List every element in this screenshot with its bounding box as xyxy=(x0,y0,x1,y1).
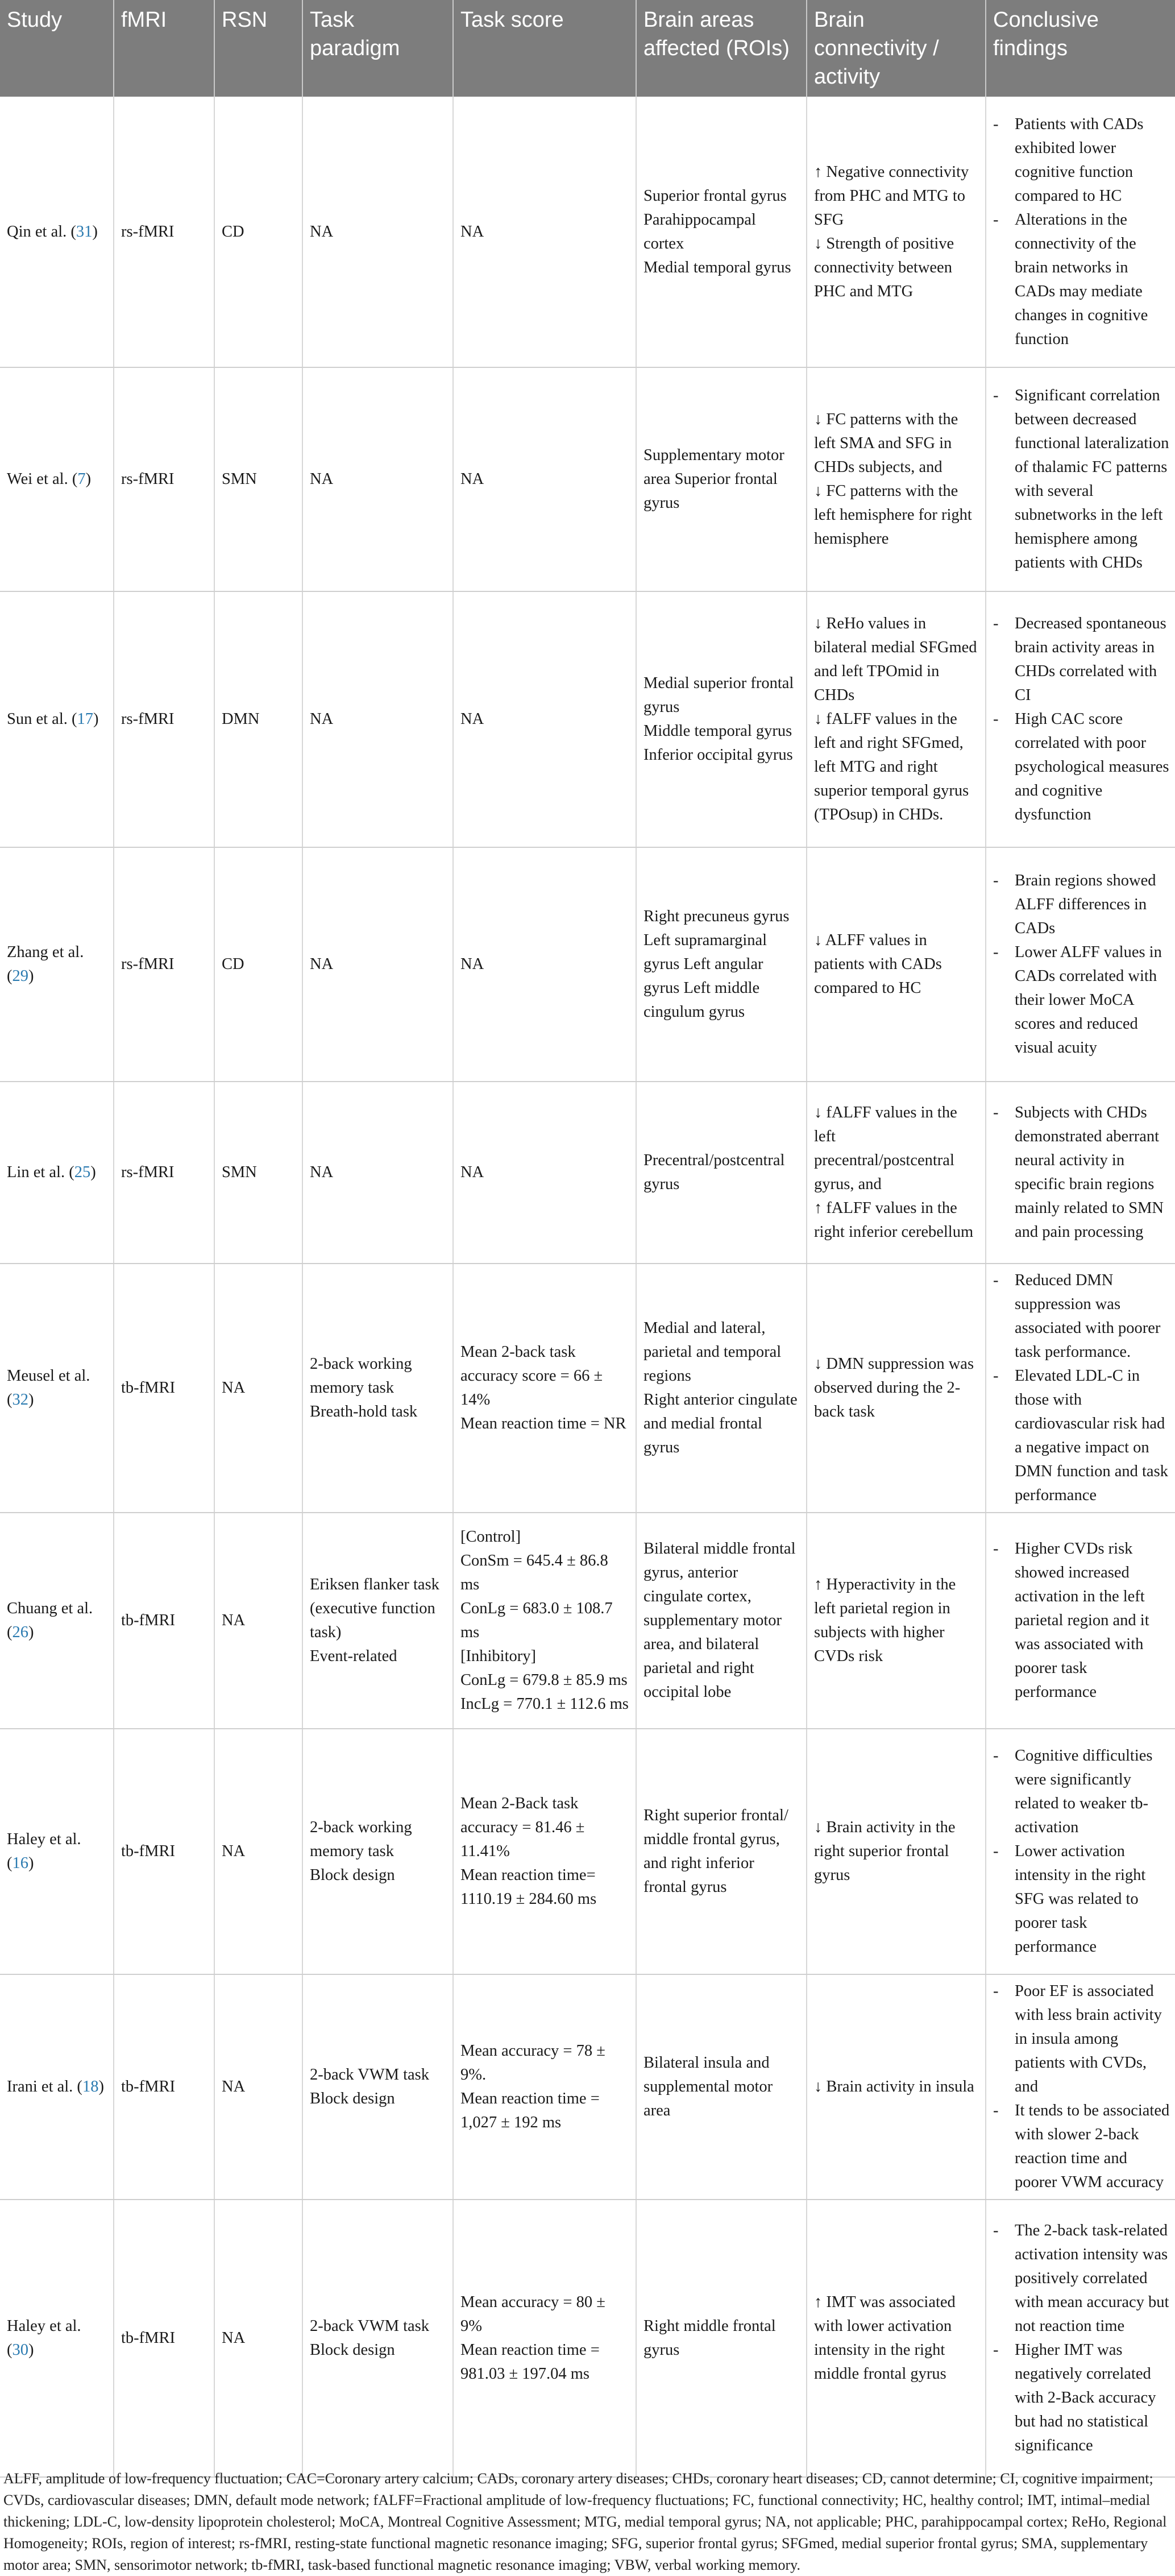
citation-close: ) xyxy=(28,1624,34,1641)
study-name: Haley et al. ( xyxy=(7,1830,81,1872)
citation-link[interactable]: 29 xyxy=(12,967,28,985)
citation-link[interactable]: 32 xyxy=(12,1391,28,1409)
cell-findings xyxy=(986,97,1175,367)
cell-study xyxy=(0,367,114,591)
table-body xyxy=(0,97,1175,2477)
cell-fmri: rs-fMRI xyxy=(114,97,214,367)
cell-connectivity xyxy=(807,1513,986,1729)
cell-fmri: tb-fMRI xyxy=(114,1974,214,2200)
cell-task-paradigm xyxy=(302,367,453,591)
finding-item: - Decreased spontaneous brain activity areas in CHDs correlated with CI xyxy=(992,612,1170,707)
findings-list xyxy=(992,869,1170,1060)
cell-line: Mean reaction time = 1,027 ± 192 ms xyxy=(460,2090,600,2131)
table-row xyxy=(0,847,1175,1082)
cell-fmri: rs-fMRI xyxy=(114,1082,214,1264)
cell-findings xyxy=(986,1513,1175,1729)
cell-line: 2-back working memory task xyxy=(310,1819,412,1860)
cell-findings xyxy=(986,847,1175,1082)
column-header-task-paradigm: Task paradigm xyxy=(302,0,453,97)
table-row xyxy=(0,1729,1175,1974)
cell-task-score xyxy=(453,1264,636,1513)
cell-line: Middle temporal gyrus xyxy=(643,722,792,740)
finding-item: - High CAC score correlated with poor psychological measures and cognitive dysfunction xyxy=(992,707,1170,827)
study-name: Zhang et al. ( xyxy=(7,943,84,985)
finding-item: - Alterations in the connectivity of the brain networks in CADs may mediate changes in cognitive function xyxy=(992,208,1170,351)
citation-link[interactable]: 16 xyxy=(12,1854,28,1872)
cell-line: ↓ Strength of positive connectivity between PHC and MTG xyxy=(814,234,954,300)
cell-line: Right anterior cingulate and medial frontal gyrus xyxy=(643,1391,798,1456)
finding-item: - Significant correlation between decreased functional lateralization of thalamic FC patterns with several subnetworks in the left hemisphere among patients with CHDs xyxy=(992,384,1170,575)
citation-close: ) xyxy=(98,2078,104,2095)
cell-line: ConSm = 645.4 ± 86.8 ms xyxy=(460,1552,608,1593)
column-header-rsn: RSN xyxy=(214,0,302,97)
findings-list xyxy=(992,1979,1170,2194)
cell-fmri: rs-fMRI xyxy=(114,367,214,591)
cell-brain-areas xyxy=(636,1264,807,1513)
cell-study xyxy=(0,1974,114,2200)
cell-line: Block design xyxy=(310,2090,395,2107)
cell-line: ↓ fALFF values in the left and right SFGmed, left MTG and right superior temporal gyrus (TPOsup) in CHDs. xyxy=(814,710,969,823)
cell-task-paradigm xyxy=(302,1082,453,1264)
cell-line: Right superior frontal/ middle frontal gyrus, and right inferior frontal gyrus xyxy=(643,1807,788,1896)
findings-list xyxy=(992,612,1170,827)
cell-task-score xyxy=(453,1082,636,1264)
cell-task-score xyxy=(453,97,636,367)
cell-task-paradigm xyxy=(302,1264,453,1513)
cell-study xyxy=(0,1264,114,1513)
cell-line: Right precuneus gyrus Left supramarginal gyrus Left angular gyrus Left middle cingulum gyrus xyxy=(643,908,790,1021)
citation-link[interactable]: 25 xyxy=(74,1163,91,1181)
cell-brain-areas xyxy=(636,1729,807,1974)
cell-line: Medial temporal gyrus xyxy=(643,258,791,276)
cell-line: NA xyxy=(460,1163,484,1181)
table-row xyxy=(0,591,1175,847)
cell-rsn: DMN xyxy=(214,591,302,847)
cell-line: ↓ FC patterns with the left SMA and SFG in CHDs subjects, and xyxy=(814,411,958,476)
study-name: Irani et al. ( xyxy=(7,2078,82,2095)
cell-line: ↓ DMN suppression was observed during the 2-back task xyxy=(814,1355,974,1420)
finding-item: - Reduced DMN suppression was associated with poorer task performance. xyxy=(992,1269,1170,1364)
cell-line: 2-back working memory task xyxy=(310,1355,412,1397)
column-header-connectivity: Brain connectivity / activity xyxy=(807,0,986,97)
column-header-findings: Conclusive findings xyxy=(986,0,1175,97)
cell-study xyxy=(0,847,114,1082)
cell-line: Block design xyxy=(310,1866,395,1884)
cell-connectivity xyxy=(807,847,986,1082)
cell-study xyxy=(0,1082,114,1264)
citation-link[interactable]: 26 xyxy=(12,1624,28,1641)
findings-list xyxy=(992,1269,1170,1508)
cell-line: Mean 2-back task accuracy score = 66 ± 14% xyxy=(460,1343,603,1409)
cell-task-score xyxy=(453,1513,636,1729)
cell-line: ↓ FC patterns with the left hemisphere for right hemisphere xyxy=(814,482,972,548)
cell-task-score xyxy=(453,1974,636,2200)
cell-findings xyxy=(986,1082,1175,1264)
citation-close: ) xyxy=(28,1854,34,1872)
finding-item: - Cognitive difficulties were significantly related to weaker tb-activation xyxy=(992,1744,1170,1840)
cell-line: NA xyxy=(310,710,334,728)
table-footnote: ALFF, amplitude of low-frequency fluctuation; CAC=Coronary artery calcium; CADs, coronary artery diseases; CHDs, coronary heart diseases; CD, cannot determine; CI, cognitive impairment; CVDs, cardiovascular diseases; DMN, default mode network; fALFF=Fractional amplitude of low-frequency fluctuations; FC, functional connectivity; HC, healthy control; IMT, intimal–medial thickening; LDL-C, low-density lipoprotein cholesterol; MoCA, Montreal Cognitive Assessment; MTG, medial temporal gyrus; NA, not applicable; PHC, parahippocampal cortex; ReHo, Regional Homogeneity; ROIs, region of interest; rs-fMRI, resting-state functional magnetic resonance imaging; SFG, superior frontal gyrus; SFGmed, medial superior frontal gyrus; SMA, supplementary motor area; SMN, sensorimotor network; tb-fMRI, task-based functional magnetic resonance imaging; VBW, verbal working memory. xyxy=(3,2470,1167,2573)
table-row xyxy=(0,97,1175,367)
cell-line: ↓ ReHo values in bilateral medial SFGmed and left TPOmid in CHDs xyxy=(814,615,977,704)
table-row xyxy=(0,1513,1175,1729)
cell-line: Precentral/postcentral gyrus xyxy=(643,1152,785,1193)
cell-brain-areas xyxy=(636,2200,807,2477)
cell-task-paradigm xyxy=(302,1729,453,1974)
table-row xyxy=(0,2200,1175,2477)
cell-line: ↓ fALFF values in the left precentral/postcentral gyrus, and xyxy=(814,1104,957,1193)
study-name: Haley et al. ( xyxy=(7,2317,81,2359)
cell-study xyxy=(0,97,114,367)
cell-line: ConLg = 683.0 ± 108.7 ms xyxy=(460,1600,613,1641)
cell-line: Block design xyxy=(310,2341,395,2359)
cell-fmri: tb-fMRI xyxy=(114,1264,214,1513)
cell-line: NA xyxy=(310,1163,334,1181)
cell-line: ↓ Brain activity in the right superior frontal gyrus xyxy=(814,1819,956,1884)
cell-findings xyxy=(986,367,1175,591)
cell-line: Medial superior frontal gyrus xyxy=(643,674,794,716)
cell-brain-areas xyxy=(636,847,807,1082)
finding-item: - Lower ALFF values in CADs correlated with their lower MoCA scores and reduced visual acuity xyxy=(992,941,1170,1060)
cell-line: Mean reaction time = 981.03 ± 197.04 ms xyxy=(460,2341,600,2383)
cell-line: NA xyxy=(310,222,334,241)
cell-study xyxy=(0,1513,114,1729)
cell-findings xyxy=(986,591,1175,847)
citation-close: ) xyxy=(93,710,99,728)
finding-item: - Brain regions showed ALFF differences in CADs xyxy=(992,869,1170,941)
findings-list xyxy=(992,2219,1170,2458)
cell-line: Parahippocampal cortex xyxy=(643,210,756,252)
cell-task-score xyxy=(453,847,636,1082)
cell-fmri: tb-fMRI xyxy=(114,1729,214,1974)
citation-close: ) xyxy=(92,222,98,241)
cell-brain-areas xyxy=(636,1974,807,2200)
citation-close: ) xyxy=(28,2341,34,2359)
table-row xyxy=(0,1974,1175,2200)
cell-line: ConLg = 679.8 ± 85.9 ms xyxy=(460,1671,628,1689)
cell-line: ↓ Brain activity in insula xyxy=(814,2078,974,2095)
cell-task-paradigm xyxy=(302,1513,453,1729)
table-row xyxy=(0,1264,1175,1513)
cell-study xyxy=(0,591,114,847)
column-header-brain-areas: Brain areas affected (ROIs) xyxy=(636,0,807,97)
cell-task-score xyxy=(453,1729,636,1974)
cell-task-score xyxy=(453,2200,636,2477)
table-row xyxy=(0,1082,1175,1264)
cell-line: NA xyxy=(460,470,484,488)
cell-task-paradigm xyxy=(302,2200,453,2477)
findings-list xyxy=(992,113,1170,351)
cell-line: NA xyxy=(460,955,484,973)
cell-connectivity xyxy=(807,1082,986,1264)
cell-rsn: CD xyxy=(214,847,302,1082)
cell-fmri: rs-fMRI xyxy=(114,591,214,847)
cell-fmri: tb-fMRI xyxy=(114,1513,214,1729)
citation-link[interactable]: 18 xyxy=(82,2078,99,2095)
column-header-fmri: fMRI xyxy=(114,0,214,97)
cell-task-paradigm xyxy=(302,97,453,367)
cell-connectivity xyxy=(807,97,986,367)
cell-findings xyxy=(986,1974,1175,2200)
cell-line: Mean accuracy = 78 ± 9%. xyxy=(460,2042,605,2084)
cell-connectivity xyxy=(807,1264,986,1513)
cell-line: Medial and lateral, parietal and temporal regions xyxy=(643,1319,782,1385)
study-name: Sun et al. ( xyxy=(7,710,77,728)
citation-link[interactable]: 30 xyxy=(12,2341,28,2359)
cell-study xyxy=(0,2200,114,2477)
cell-connectivity xyxy=(807,367,986,591)
citation-link[interactable]: 31 xyxy=(76,222,93,241)
finding-item: - It tends to be associated with slower 2-back reaction time and poorer VWM accuracy xyxy=(992,2099,1170,2194)
citation-link[interactable]: 7 xyxy=(77,470,86,488)
cell-line: Inferior occipital gyrus xyxy=(643,746,793,764)
column-header-study: Study xyxy=(0,0,114,97)
cell-rsn: CD xyxy=(214,97,302,367)
cell-connectivity xyxy=(807,2200,986,2477)
cell-connectivity xyxy=(807,591,986,847)
cell-line: NA xyxy=(310,955,334,973)
cell-rsn: NA xyxy=(214,1974,302,2200)
cell-line: ↓ ALFF values in patients with CADs compared to HC xyxy=(814,931,942,997)
cell-line: NA xyxy=(310,470,334,488)
finding-item: - Higher CVDs risk showed increased activation in the left parietal region and it was associated with poorer task performance xyxy=(992,1537,1170,1704)
citation-close: ) xyxy=(28,1391,34,1409)
cell-brain-areas xyxy=(636,367,807,591)
cell-line: Supplementary motor area Superior frontal gyrus xyxy=(643,446,784,512)
cell-brain-areas xyxy=(636,1513,807,1729)
citation-link[interactable]: 17 xyxy=(77,710,93,728)
cell-line: ↑ Negative connectivity from PHC and MTG to SFG xyxy=(814,163,969,229)
study-name: Qin et al. ( xyxy=(7,222,76,241)
cell-line: IncLg = 770.1 ± 112.6 ms xyxy=(460,1695,629,1713)
cell-line: Mean accuracy = 80 ± 9% xyxy=(460,2293,605,2335)
cell-line: NA xyxy=(460,222,484,241)
cell-task-score xyxy=(453,367,636,591)
cell-line: Event-related xyxy=(310,1647,397,1665)
cell-study xyxy=(0,1729,114,1974)
cell-task-paradigm xyxy=(302,591,453,847)
cell-fmri: tb-fMRI xyxy=(114,2200,214,2477)
cell-task-paradigm xyxy=(302,1974,453,2200)
cell-line: Bilateral insula and supplemental motor area xyxy=(643,2054,773,2119)
cell-task-paradigm xyxy=(302,847,453,1082)
finding-item: - Poor EF is associated with less brain activity in insula among patients with CVDs, and xyxy=(992,1979,1170,2099)
cell-rsn: NA xyxy=(214,1264,302,1513)
cell-task-score xyxy=(453,591,636,847)
citation-close: ) xyxy=(85,470,92,488)
cell-line: Superior frontal gyrus xyxy=(643,187,787,205)
cell-fmri: rs-fMRI xyxy=(114,847,214,1082)
citation-close: ) xyxy=(28,967,34,985)
cell-line: 2-back VWM task xyxy=(310,2066,430,2084)
cell-brain-areas xyxy=(636,1082,807,1264)
cell-line: Mean reaction time = NR xyxy=(460,1415,626,1432)
cell-rsn: NA xyxy=(214,2200,302,2477)
citation-close: ) xyxy=(90,1163,96,1181)
study-name: Meusel et al. ( xyxy=(7,1367,90,1409)
cell-line: Bilateral middle frontal gyrus, anterior cingulate cortex, supplementary motor area, and bilateral parietal and right occipital lobe xyxy=(643,1540,796,1701)
column-header-task-score: Task score xyxy=(453,0,636,97)
cell-line: [Control] xyxy=(460,1528,521,1546)
cell-line: ↑ IMT was associated with lower activation intensity in the right middle frontal gyrus xyxy=(814,2293,956,2383)
findings-list xyxy=(992,384,1170,575)
cell-line: Breath-hold task xyxy=(310,1403,418,1420)
cell-line: Eriksen flanker task (executive function task) xyxy=(310,1576,439,1641)
cell-line: ↑ Hyperactivity in the left parietal region in subjects with higher CVDs risk xyxy=(814,1576,956,1665)
cell-line: Right middle frontal gyrus xyxy=(643,2317,776,2359)
cell-connectivity xyxy=(807,1974,986,2200)
findings-list xyxy=(992,1744,1170,1959)
finding-item: - Higher IMT was negatively correlated with 2-Back accuracy but had no statistical significance xyxy=(992,2338,1170,2458)
table-row xyxy=(0,367,1175,591)
table-header xyxy=(0,0,1175,97)
finding-item: - Lower activation intensity in the right SFG was related to poorer task performance xyxy=(992,1840,1170,1959)
cell-line: Mean reaction time= 1110.19 ± 284.60 ms xyxy=(460,1866,597,1908)
cell-rsn: SMN xyxy=(214,367,302,591)
study-name: Wei et al. ( xyxy=(7,470,78,488)
header-row xyxy=(0,0,1175,97)
cell-line: [Inhibitory] xyxy=(460,1647,536,1665)
cell-line: 2-back VWM task xyxy=(310,2317,430,2335)
cell-line: NA xyxy=(460,710,484,728)
cell-brain-areas xyxy=(636,591,807,847)
cell-rsn: SMN xyxy=(214,1082,302,1264)
cell-findings xyxy=(986,1729,1175,1974)
cell-brain-areas xyxy=(636,97,807,367)
findings-list xyxy=(992,1537,1170,1704)
cell-rsn: NA xyxy=(214,1729,302,1974)
findings-list xyxy=(992,1101,1170,1244)
study-name: Lin et al. ( xyxy=(7,1163,74,1181)
finding-item: - Elevated LDL-C in those with cardiovascular risk had a negative impact on DMN function and task performance xyxy=(992,1364,1170,1508)
study-name: Chuang et al. ( xyxy=(7,1600,93,1641)
finding-item: - Patients with CADs exhibited lower cognitive function compared to HC xyxy=(992,113,1170,208)
finding-item: - Subjects with CHDs demonstrated aberrant neural activity in specific brain regions mainly related to SMN and pain processing xyxy=(992,1101,1170,1244)
cell-line: Mean 2-Back task accuracy = 81.46 ± 11.41% xyxy=(460,1795,585,1860)
cell-line: ↑ fALFF values in the right inferior cerebellum xyxy=(814,1199,974,1241)
cell-rsn: NA xyxy=(214,1513,302,1729)
cell-findings xyxy=(986,1264,1175,1513)
finding-item: - The 2-back task-related activation intensity was positively correlated with mean accuracy but not reaction time xyxy=(992,2219,1170,2338)
cell-findings xyxy=(986,2200,1175,2477)
cell-connectivity xyxy=(807,1729,986,1974)
